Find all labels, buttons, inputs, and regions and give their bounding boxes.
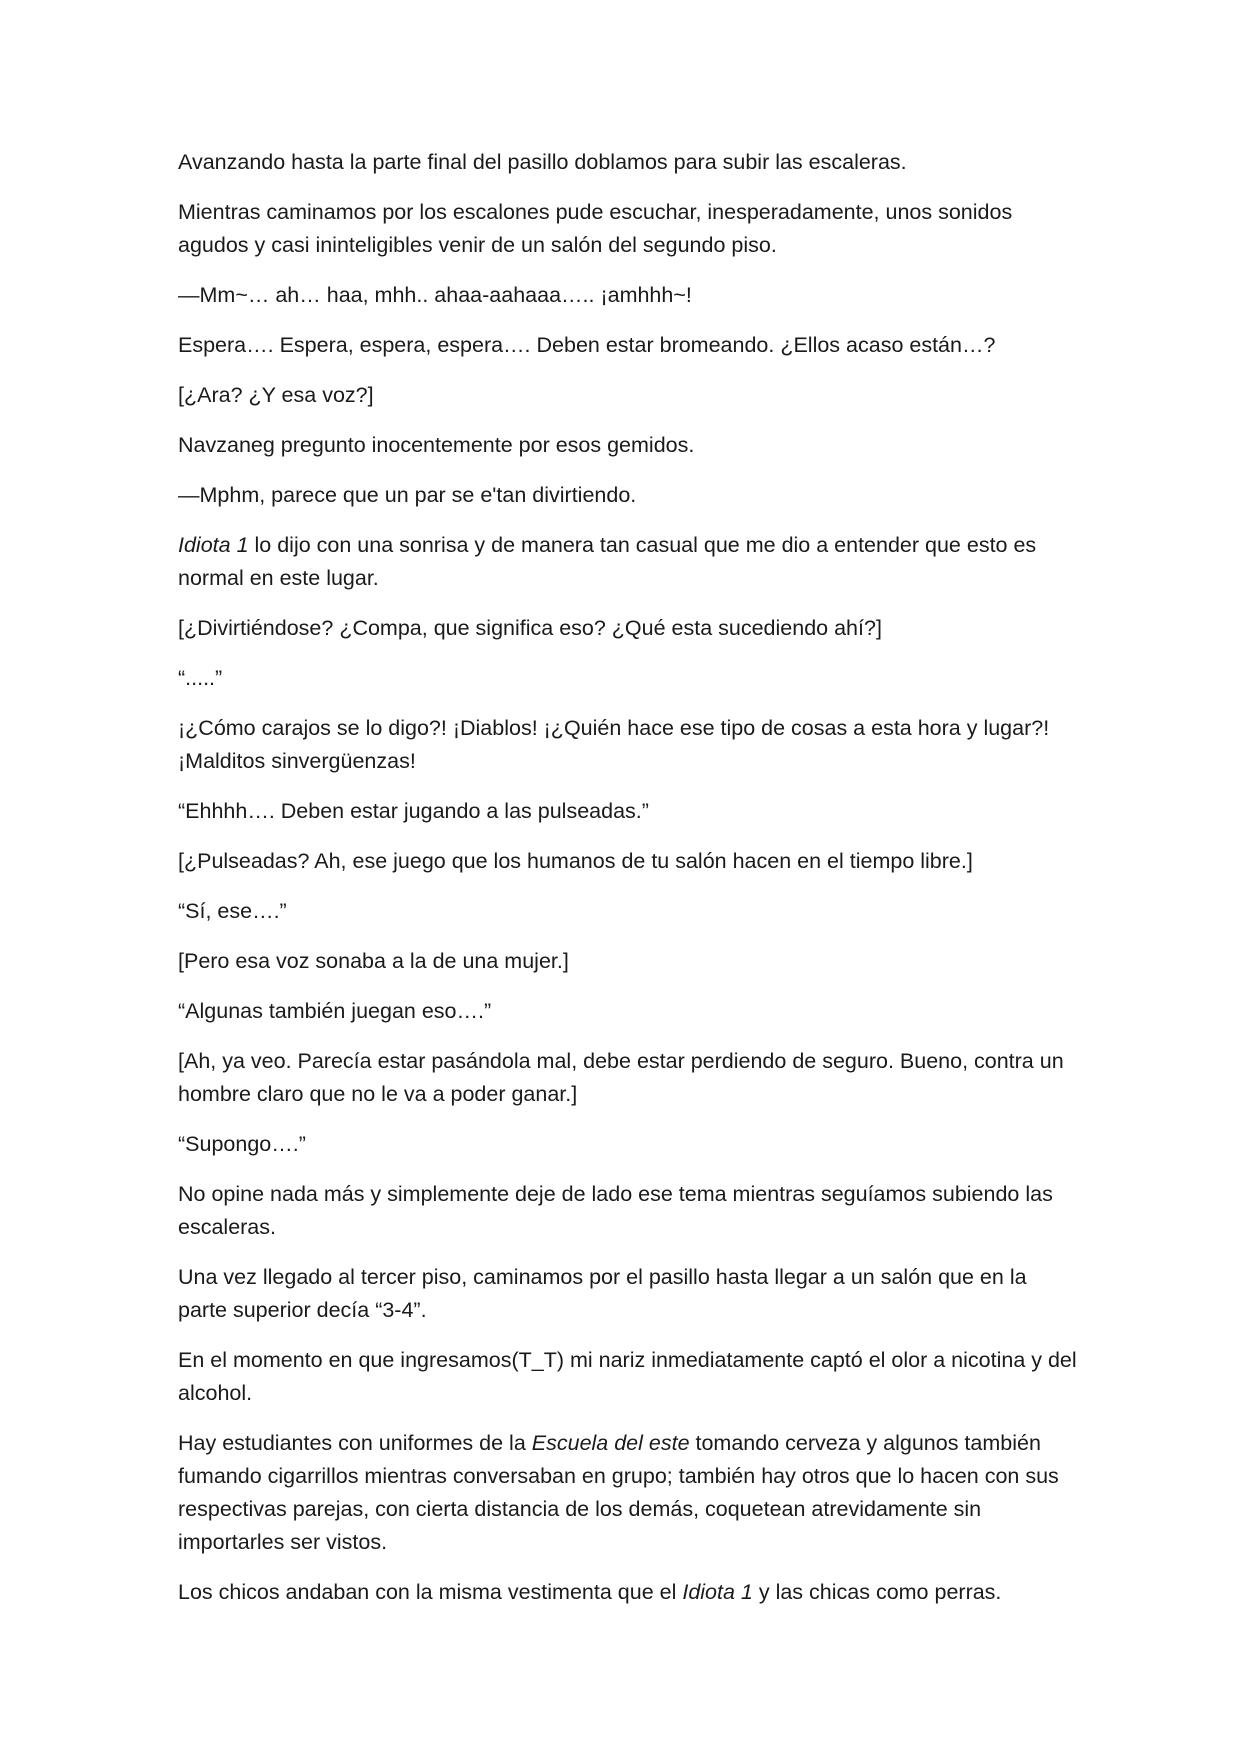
paragraph bbox=[178, 895, 1078, 928]
text-segment: [Ah, ya veo. Parecía estar pasándola mal, debe estar perdiendo de seguro. Bueno, contra un hombre claro que no le va a poder ganar.] bbox=[178, 1049, 1064, 1106]
paragraph bbox=[178, 1045, 1078, 1111]
text-segment: Navzaneg pregunto inocentemente por esos gemidos. bbox=[178, 433, 695, 457]
paragraph bbox=[178, 529, 1078, 595]
paragraph bbox=[178, 712, 1078, 778]
paragraph bbox=[178, 662, 1078, 695]
paragraph bbox=[178, 845, 1078, 878]
paragraph bbox=[178, 479, 1078, 512]
text-segment: —Mm~… ah… haa, mhh.. ahaa-aahaaa….. ¡amhhh~! bbox=[178, 283, 692, 307]
paragraph bbox=[178, 612, 1078, 645]
text-segment: Mientras caminamos por los escalones pude escuchar, inesperadamente, unos sonidos agudos y casi ininteligibles venir de un salón del segundo piso. bbox=[178, 200, 1013, 257]
text-segment: lo dijo con una sonrisa y de manera tan casual que me dio a entender que esto es normal en este lugar. bbox=[178, 533, 1037, 590]
paragraph bbox=[178, 1178, 1078, 1244]
paragraph bbox=[178, 196, 1078, 262]
paragraph bbox=[178, 429, 1078, 462]
text-segment: tomando cerveza y algunos también fumando cigarrillos mientras conversaban en grupo; también hay otros que lo hacen con sus respectivas parejas, con cierta distancia de los demás, coquetean atrevidamente sin importarles ser vistos. bbox=[178, 1431, 1059, 1554]
text-segment: Los chicos andaban con la misma vestimenta que el bbox=[178, 1580, 683, 1604]
paragraph bbox=[178, 995, 1078, 1028]
text-segment: “Sí, ese….” bbox=[178, 899, 287, 923]
text-segment: “Supongo….” bbox=[178, 1132, 306, 1156]
text-segment: ¡¿Cómo carajos se lo digo?! ¡Diablos! ¡¿Quién hace ese tipo de cosas a esta hora y lugar?! ¡Malditos sinvergüenzas! bbox=[178, 716, 1050, 773]
text-segment: Avanzando hasta la parte final del pasillo doblamos para subir las escaleras. bbox=[178, 150, 907, 174]
text-segment: [Pero esa voz sonaba a la de una mujer.] bbox=[178, 949, 569, 973]
italic-text: Idiota 1 bbox=[178, 533, 249, 557]
text-segment: Hay estudiantes con uniformes de la bbox=[178, 1431, 532, 1455]
paragraph bbox=[178, 1576, 1078, 1609]
paragraph bbox=[178, 1128, 1078, 1161]
paragraph bbox=[178, 945, 1078, 978]
text-segment: No opine nada más y simplemente deje de lado ese tema mientras seguíamos subiendo las escaleras. bbox=[178, 1182, 1053, 1239]
text-segment: “Ehhhh…. Deben estar jugando a las pulseadas.” bbox=[178, 799, 649, 823]
paragraph bbox=[178, 146, 1078, 179]
italic-text: Escuela del este bbox=[531, 1431, 690, 1455]
document-body bbox=[178, 146, 1078, 1626]
paragraph bbox=[178, 1261, 1078, 1327]
text-segment: “.....” bbox=[178, 666, 223, 690]
text-segment: [¿Ara? ¿Y esa voz?] bbox=[178, 383, 374, 407]
paragraph bbox=[178, 279, 1078, 312]
italic-text: Idiota 1 bbox=[682, 1580, 753, 1604]
paragraph bbox=[178, 1427, 1078, 1559]
text-segment: Una vez llegado al tercer piso, caminamos por el pasillo hasta llegar a un salón que en la parte superior decía “3-4”. bbox=[178, 1265, 1027, 1322]
text-segment: —Mphm, parece que un par se e'tan divirtiendo. bbox=[178, 483, 637, 507]
text-segment: Espera…. Espera, espera, espera…. Deben estar bromeando. ¿Ellos acaso están…? bbox=[178, 333, 996, 357]
text-segment: [¿Divirtiéndose? ¿Compa, que significa eso? ¿Qué esta sucediendo ahí?] bbox=[178, 616, 882, 640]
paragraph bbox=[178, 1344, 1078, 1410]
paragraph bbox=[178, 795, 1078, 828]
text-segment: En el momento en que ingresamos(T_T) mi nariz inmediatamente captó el olor a nicotina y del alcohol. bbox=[178, 1348, 1077, 1405]
text-segment: “Algunas también juegan eso….” bbox=[178, 999, 492, 1023]
paragraph bbox=[178, 329, 1078, 362]
text-segment: y las chicas como perras. bbox=[752, 1580, 1002, 1604]
paragraph bbox=[178, 379, 1078, 412]
text-segment: [¿Pulseadas? Ah, ese juego que los humanos de tu salón hacen en el tiempo libre.] bbox=[178, 849, 973, 873]
